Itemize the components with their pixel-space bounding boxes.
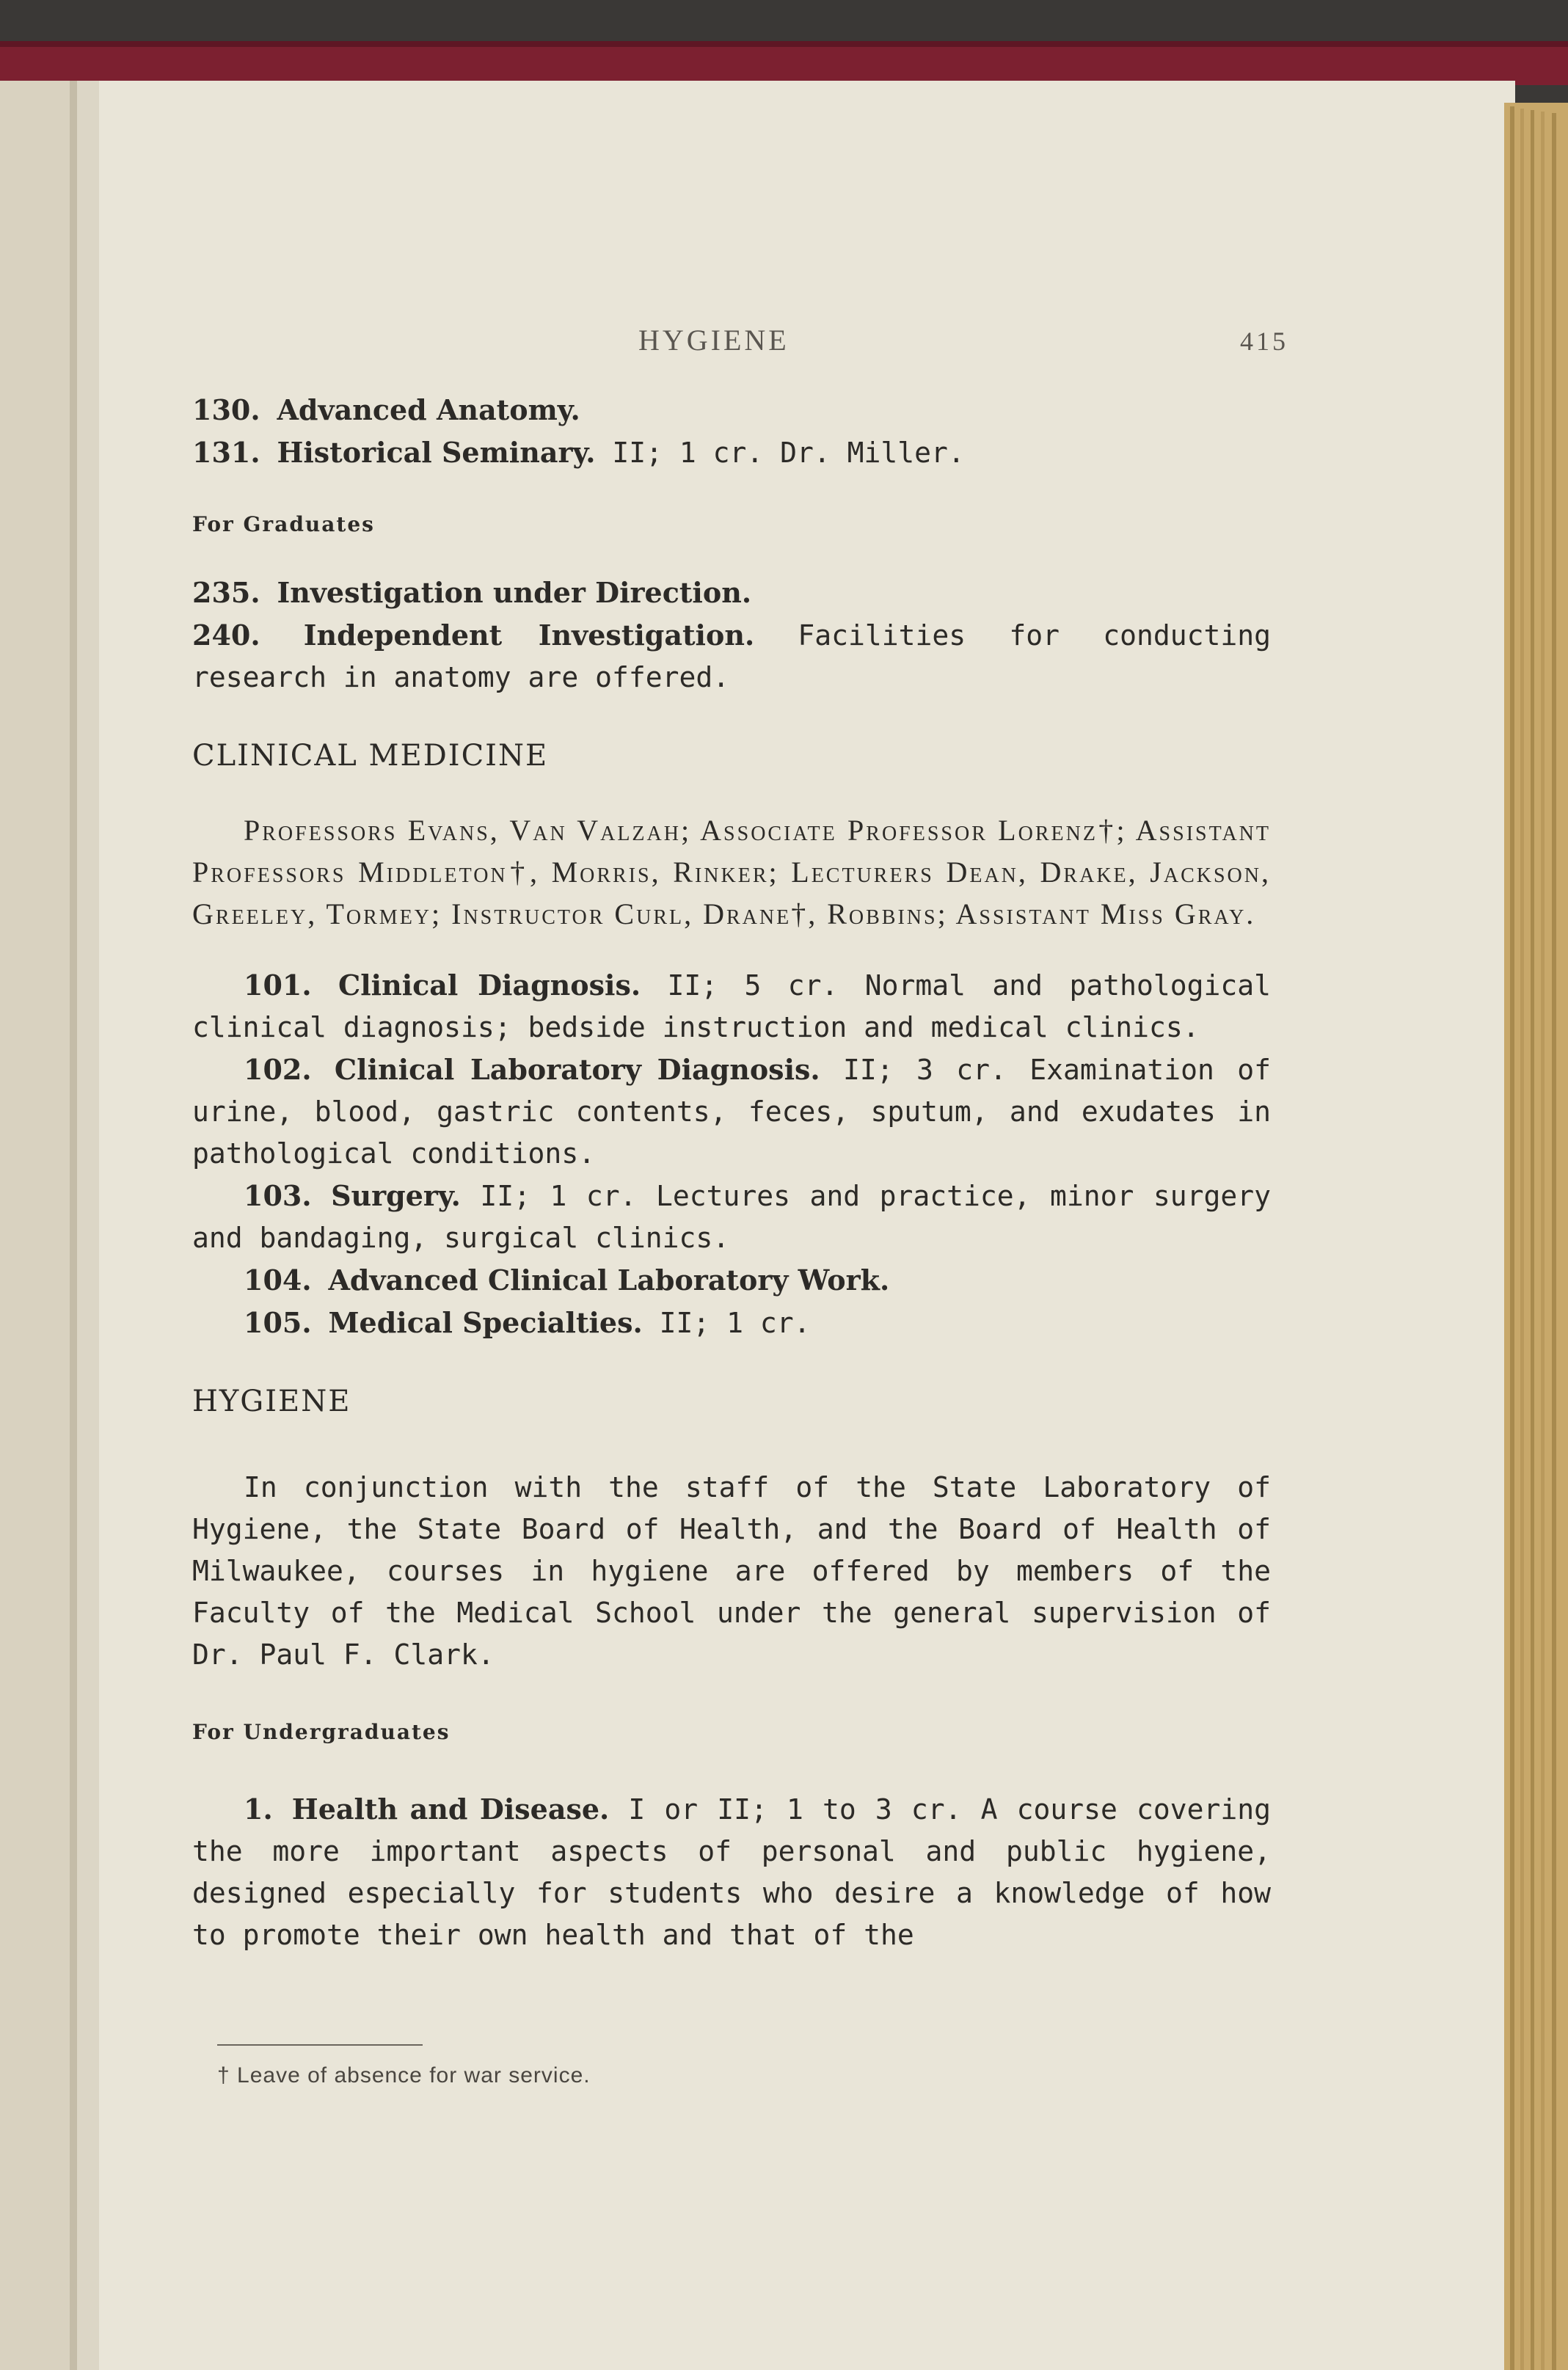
course-title: Clinical Diagnosis. <box>338 969 641 1002</box>
page-header <box>0 323 1568 367</box>
course-number: 131. <box>192 436 260 469</box>
course-details: II; 1 cr. Dr. Miller. <box>595 437 965 469</box>
footnote-rule <box>217 2044 423 2046</box>
for-undergraduates-heading: For Undergraduates <box>192 1720 451 1744</box>
course-details: II; 1 cr. Lectures and practice, minor surgery and bandaging, surgical clinics. <box>192 1180 1271 1254</box>
course-details: I or II; 1 to 3 cr. A course covering the more important aspects of personal and public hygiene, designed especially for students who desire a knowledge of how to promote their own health and that of the <box>192 1793 1271 1951</box>
course-title: Surgery. <box>331 1179 461 1212</box>
running-head: HYGIENE <box>638 324 790 357</box>
course-number: 1. <box>244 1793 273 1826</box>
course-number: 240. <box>192 619 260 652</box>
course-entry <box>192 1788 1271 1956</box>
course-number: 105. <box>244 1306 312 1339</box>
course-details: II; 3 cr. Examination of urine, blood, gastric contents, feces, sputum, and exudates in pathological conditions. <box>192 1054 1271 1170</box>
course-entry <box>192 389 1271 431</box>
course-entry <box>192 1259 1271 1302</box>
course-entry <box>192 1049 1271 1175</box>
for-graduates-heading: For Graduates <box>192 512 375 536</box>
course-entry <box>192 964 1271 1049</box>
course-number: 235. <box>192 576 260 609</box>
faculty-list: Professors Evans, Van Valzah; Associate Professor Lorenz†; Assistant Professors Middleton†, Morris, Rinker; Lecturers Dean, Drake, Jackson, Greeley, Tormey; Instructor Curl, Drane†, Robbins; Assistant Miss Gray. <box>192 814 1271 930</box>
course-title: Clinical Laboratory Diagnosis. <box>334 1053 820 1086</box>
course-number: 130. <box>192 393 260 426</box>
course-title: Health and Disease. <box>291 1793 610 1826</box>
hygiene-intro: In conjunction with the staff of the State Laboratory of Hygiene, the State Board of Health, and the Board of Health of Milwaukee, courses in hygiene are offered by members of the Faculty of the Medical School under the general supervision of Dr. Paul F. Clark. <box>192 1471 1271 1671</box>
course-entry <box>192 614 1271 699</box>
course-title: Advanced Anatomy. <box>277 393 580 426</box>
hygiene-heading: HYGIENE <box>192 1385 351 1418</box>
course-entry <box>192 572 1271 614</box>
page-number: 415 <box>1240 327 1288 356</box>
course-title: Advanced Clinical Laboratory Work. <box>328 1264 890 1297</box>
course-details: Facilities for conducting research in anatomy are offered. <box>192 619 1271 693</box>
course-number: 101. <box>244 969 312 1002</box>
course-title: Medical Specialties. <box>328 1306 643 1339</box>
course-number: 103. <box>244 1179 312 1212</box>
clinical-medicine-heading: CLINICAL MEDICINE <box>192 739 549 773</box>
course-entry <box>192 1302 1271 1344</box>
page-body <box>192 389 1271 1956</box>
footnote: † Leave of absence for war service. <box>217 2063 591 2088</box>
course-details: II; 5 cr. Normal and pathological clinical diagnosis; bedside instruction and medical clinics. <box>192 969 1271 1043</box>
course-entry <box>192 1175 1271 1259</box>
course-number: 102. <box>244 1053 312 1086</box>
course-title: Independent Investigation. <box>303 619 755 652</box>
course-details: II; 1 cr. <box>642 1307 811 1339</box>
course-number: 104. <box>244 1264 312 1297</box>
course-title: Historical Seminary. <box>277 436 596 469</box>
course-title: Investigation under Direction. <box>277 576 752 609</box>
course-entry <box>192 431 1271 474</box>
